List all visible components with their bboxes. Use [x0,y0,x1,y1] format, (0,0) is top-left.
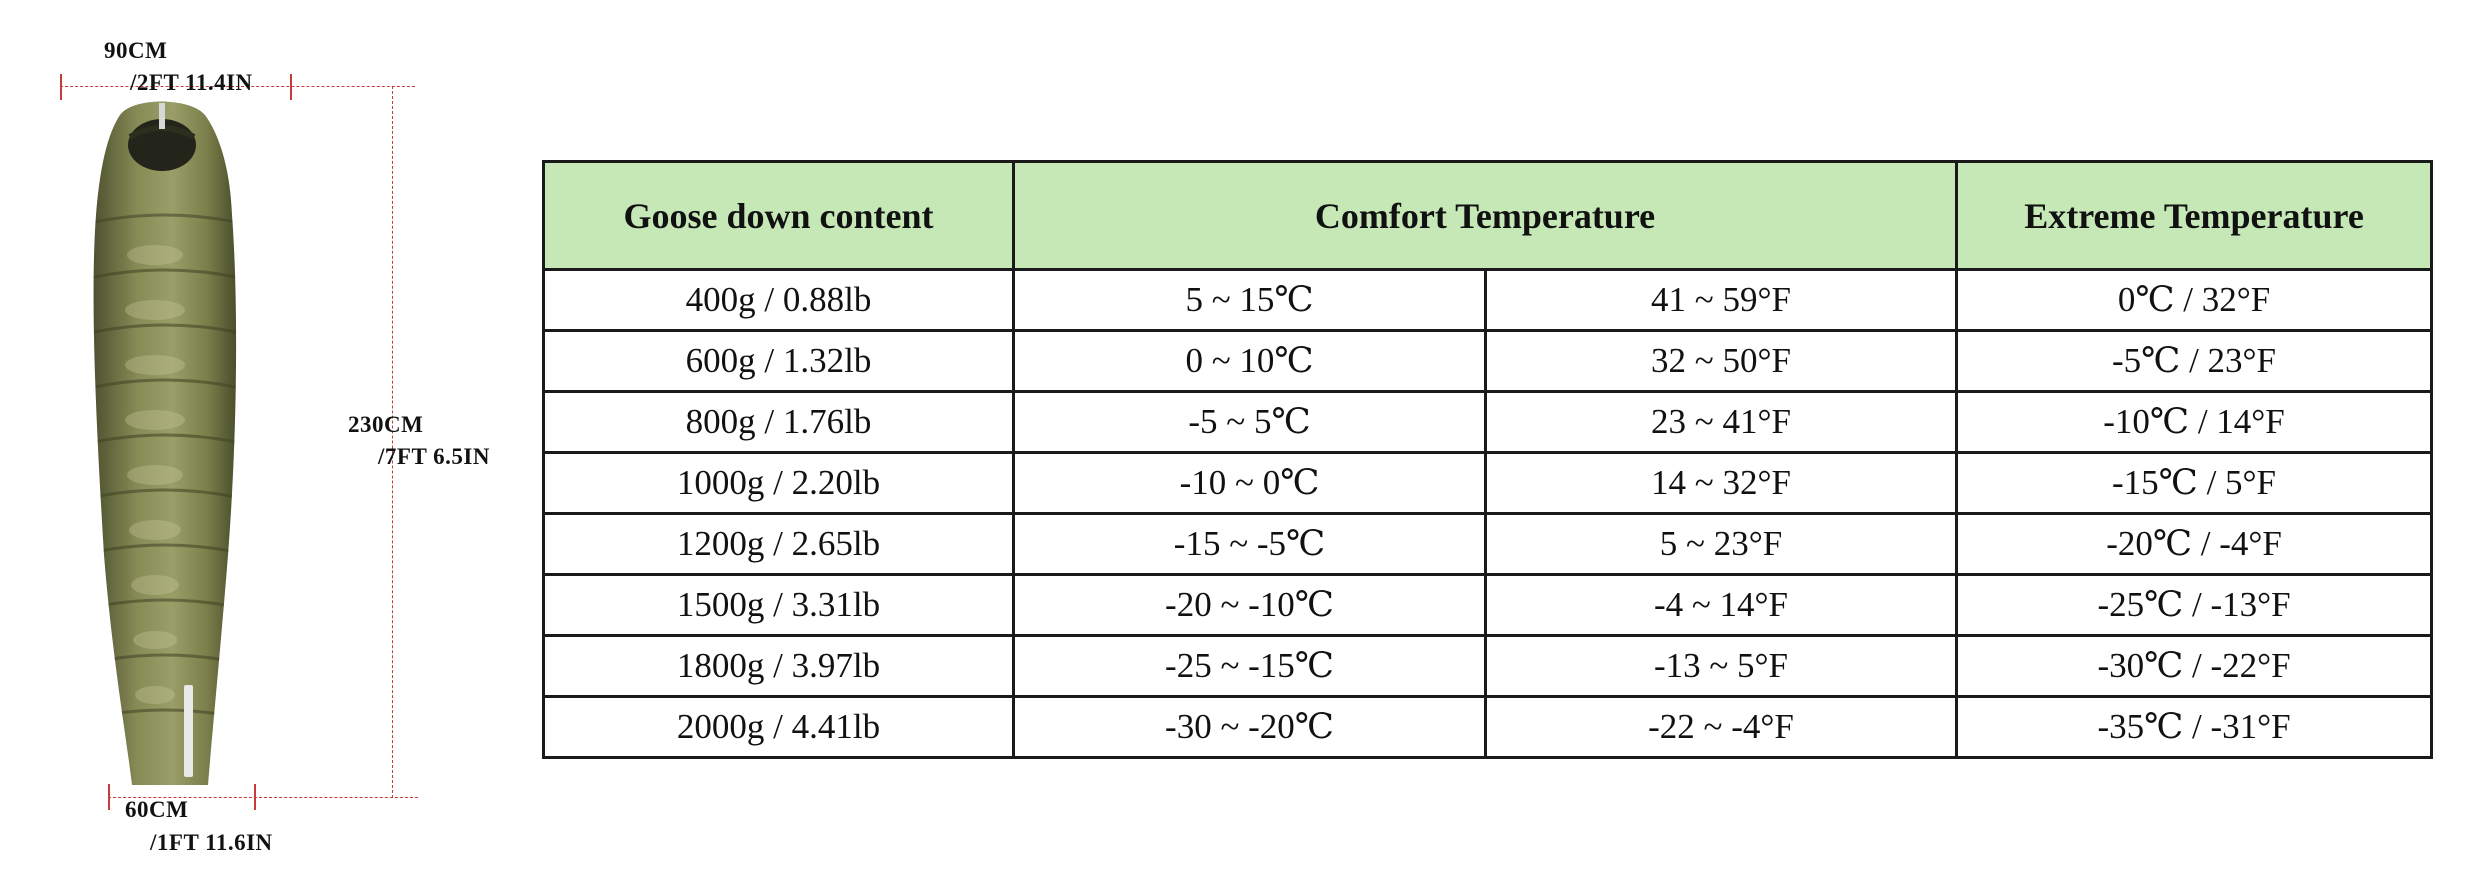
extreme-cell: -15℃ / 5°F [1957,453,2432,514]
length-guide [392,86,393,798]
table-row [544,392,2432,453]
comfort-fahrenheit-cell: 5 ~ 23°F [1486,514,1957,575]
extreme-cell: -5℃ / 23°F [1957,331,2432,392]
comfort-celsius-cell: 0 ~ 10℃ [1014,331,1486,392]
header-comfort-temperature: Comfort Temperature [1014,162,1957,270]
extreme-cell: -10℃ / 14°F [1957,392,2432,453]
top-width-tick-right [290,74,292,100]
length-metric: 230CM [348,412,424,437]
bottom-width-metric: 60CM [125,797,189,822]
comfort-fahrenheit-cell: 41 ~ 59°F [1486,270,1957,331]
down-cell: 400g / 0.88lb [544,270,1014,331]
comfort-fahrenheit-cell: -4 ~ 14°F [1486,575,1957,636]
bottom-width-imperial: /1FT 11.6IN [150,830,273,855]
table-row [544,514,2432,575]
extreme-cell: -30℃ / -22°F [1957,636,2432,697]
table-row [544,270,2432,331]
comfort-celsius-cell: -25 ~ -15℃ [1014,636,1486,697]
extreme-cell: -20℃ / -4°F [1957,514,2432,575]
temperature-table [542,160,2433,759]
table-row [544,697,2432,758]
table-row [544,331,2432,392]
comfort-celsius-cell: -20 ~ -10℃ [1014,575,1486,636]
extreme-cell: -25℃ / -13°F [1957,575,2432,636]
down-cell: 1200g / 2.65lb [544,514,1014,575]
table-row [544,636,2432,697]
down-cell: 600g / 1.32lb [544,331,1014,392]
header-down-content: Goose down content [544,162,1014,270]
extreme-cell: -35℃ / -31°F [1957,697,2432,758]
extreme-cell: 0℃ / 32°F [1957,270,2432,331]
comfort-fahrenheit-cell: -13 ~ 5°F [1486,636,1957,697]
table-header-row [544,162,2432,270]
top-width-imperial: /2FT 11.4IN [130,70,253,95]
down-cell: 1500g / 3.31lb [544,575,1014,636]
comfort-fahrenheit-cell: -22 ~ -4°F [1486,697,1957,758]
comfort-celsius-cell: 5 ~ 15℃ [1014,270,1486,331]
sleeping-bag-image [60,95,270,795]
down-cell: 2000g / 4.41lb [544,697,1014,758]
comfort-celsius-cell: -30 ~ -20℃ [1014,697,1486,758]
table-row [544,575,2432,636]
comfort-celsius-cell: -10 ~ 0℃ [1014,453,1486,514]
down-cell: 800g / 1.76lb [544,392,1014,453]
table-row [544,453,2432,514]
comfort-celsius-cell: -15 ~ -5℃ [1014,514,1486,575]
header-extreme-temperature: Extreme Temperature [1957,162,2432,270]
length-imperial: /7FT 6.5IN [378,444,490,469]
down-cell: 1800g / 3.97lb [544,636,1014,697]
comfort-celsius-cell: -5 ~ 5℃ [1014,392,1486,453]
comfort-fahrenheit-cell: 14 ~ 32°F [1486,453,1957,514]
comfort-fahrenheit-cell: 23 ~ 41°F [1486,392,1957,453]
comfort-fahrenheit-cell: 32 ~ 50°F [1486,331,1957,392]
top-width-metric: 90CM [104,38,168,63]
down-cell: 1000g / 2.20lb [544,453,1014,514]
